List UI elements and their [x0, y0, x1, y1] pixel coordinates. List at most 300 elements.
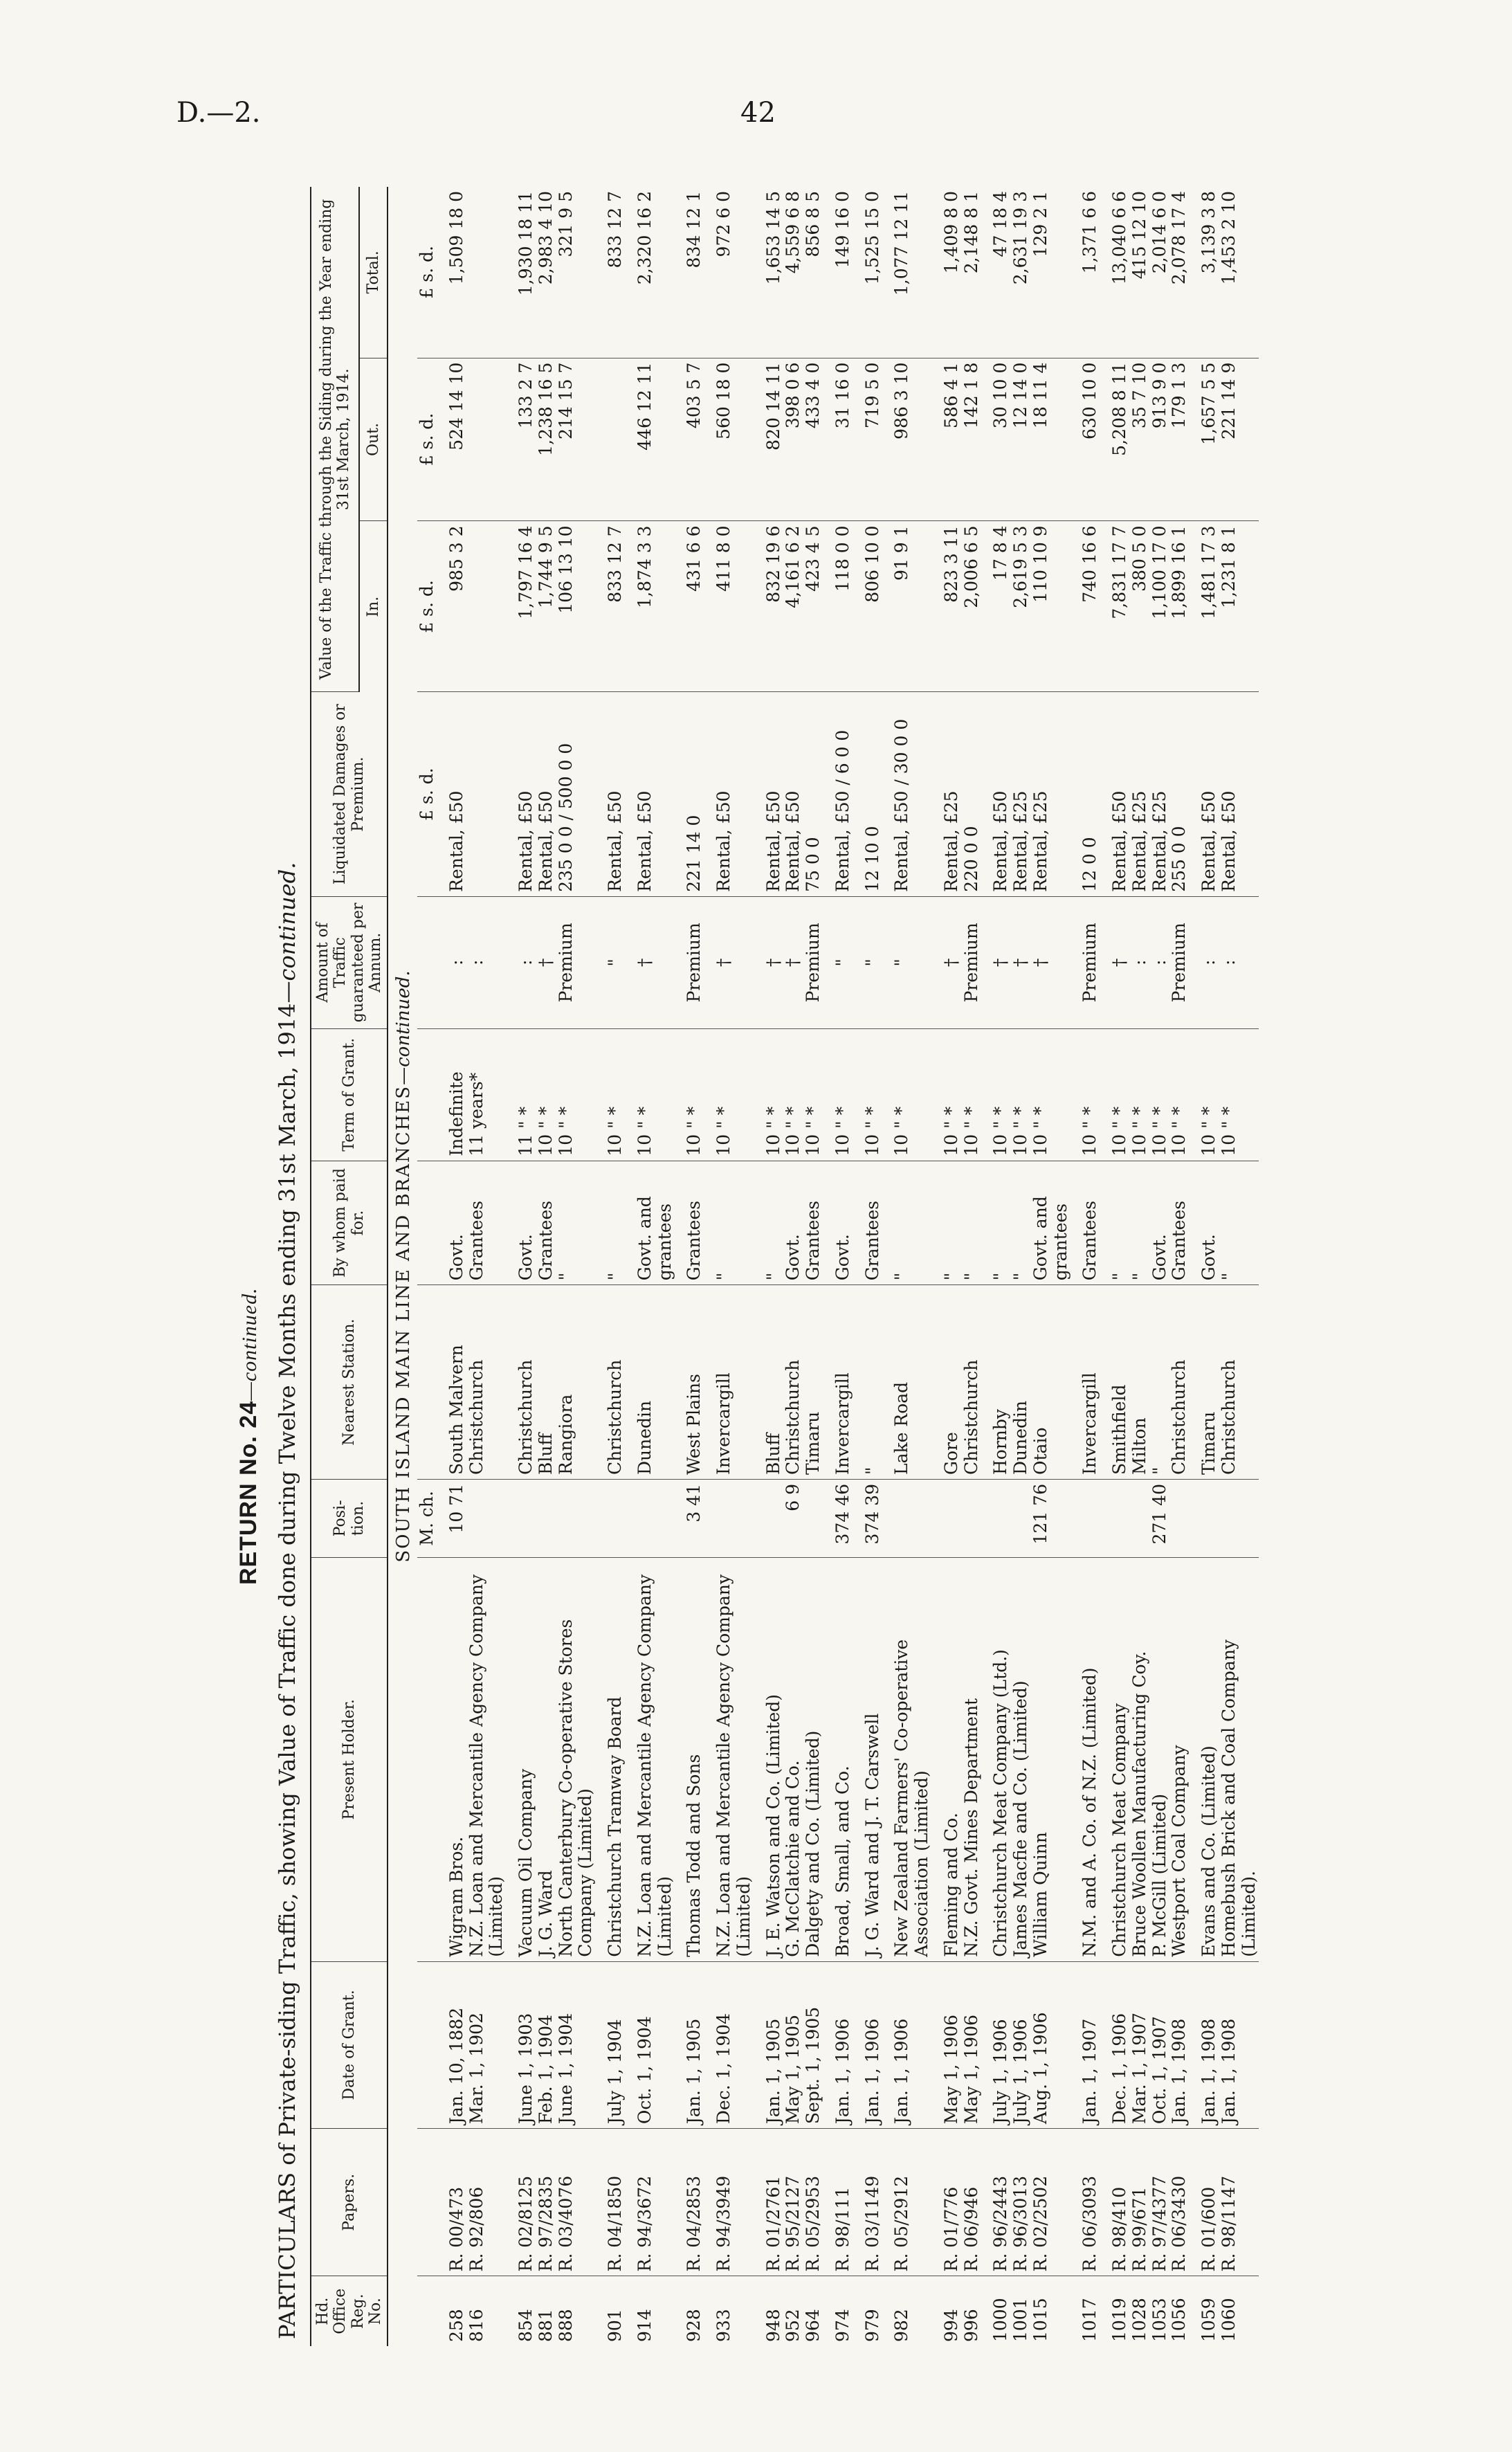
- cell-date: Jan. 10, 1882: [437, 1961, 467, 2128]
- cell-station: Christchurch: [962, 1285, 982, 1480]
- cell-holder: James Macfie and Co. (Limited): [1011, 1557, 1031, 1961]
- cell-value-out: [596, 358, 626, 521]
- cell-value-total: 2,014 6 0: [1150, 187, 1170, 358]
- cell-reg-no: 854: [516, 2309, 536, 2342]
- cell-value-total: 1,653 14 5: [754, 187, 784, 358]
- cell-position: [1130, 1480, 1150, 1558]
- cell-paid-by: ": [1100, 1161, 1130, 1285]
- cell-term: 10 " *: [596, 1028, 626, 1161]
- table-subtitle-continued: —continued.: [274, 862, 300, 1003]
- cell-damages: Rental, £50: [626, 692, 675, 896]
- cell-papers: R. 03/1149: [853, 2129, 883, 2276]
- cell-damages: 221 14 0: [675, 692, 704, 896]
- cell-value-in: 7,831 17 7: [1100, 521, 1130, 692]
- cell-value-total: 149 16 0: [823, 187, 853, 358]
- cell-value-out: 31 16 0: [823, 358, 853, 521]
- cell-damages: Rental, £50: [981, 692, 1011, 896]
- table-row: [556, 187, 596, 2346]
- col-total: Total.: [359, 187, 388, 358]
- cell-damages: Rental, £25: [932, 692, 962, 896]
- cell-position: [467, 1480, 507, 1558]
- cell-value-out: 133 2 7: [507, 358, 536, 521]
- cell-date: July 1, 1906: [981, 1961, 1011, 2128]
- cell-term: 10 " *: [626, 1028, 675, 1161]
- cell-guaranteed: †: [783, 896, 803, 1028]
- cell-guaranteed: Premium: [675, 896, 704, 1028]
- cell-reg-no: 258: [446, 2309, 466, 2342]
- cell-value-in: 833 12 7: [596, 521, 626, 692]
- cell-paid-by: Govt.: [1190, 1161, 1219, 1285]
- cell-value-total: 415 12 10: [1130, 187, 1150, 358]
- table-row: [1071, 187, 1100, 2346]
- table-row: [1130, 187, 1150, 2346]
- cell-position: [596, 1480, 626, 1558]
- cell-holder: Vacuum Oil Company: [507, 1557, 536, 1961]
- cell-term: 10 " *: [556, 1028, 596, 1161]
- cell-station: Christchurch: [1219, 1285, 1259, 1480]
- cell-value-in: 823 3 11: [932, 521, 962, 692]
- cell-value-out: 913 9 0: [1150, 358, 1170, 521]
- cell-station: Smithfield: [1100, 1285, 1130, 1480]
- cell-reg-no: 888: [555, 2309, 576, 2342]
- cell-value-total: 2,078 17 4: [1169, 187, 1190, 358]
- return-title: [235, 1287, 262, 1585]
- cell-holder: Homebush Brick and Coal Company (Limited).: [1219, 1557, 1259, 1961]
- cell-value-total: 1,525 15 0: [853, 187, 883, 358]
- table-row: [754, 187, 784, 2346]
- cell-damages: Rental, £50 / 6 0 0: [823, 692, 853, 896]
- cell-damages: Rental, £50: [437, 692, 467, 896]
- cell-term: 10 " *: [704, 1028, 754, 1161]
- cell-value-total: 2,983 4 10: [536, 187, 556, 358]
- cell-term: 11 " *: [507, 1028, 536, 1161]
- cell-guaranteed: †: [1100, 896, 1130, 1028]
- cell-date: Aug. 1, 1906: [1031, 1961, 1071, 2128]
- table-subtitle: [274, 862, 300, 2339]
- cell-value-in: [467, 521, 507, 692]
- table-row: [853, 187, 883, 2346]
- cell-station: ": [853, 1285, 883, 1480]
- cell-station: Christchurch: [783, 1285, 803, 1480]
- cell-damages: Rental, £50: [536, 692, 556, 896]
- cell-papers: R. 06/946: [962, 2129, 982, 2276]
- cell-paid-by: Grantees: [536, 1161, 556, 1285]
- cell-position: [507, 1480, 536, 1558]
- cell-date: May 1, 1906: [932, 1961, 962, 2128]
- cell-value-out: 630 10 0: [1071, 358, 1100, 521]
- cell-term: 10 " *: [962, 1028, 982, 1161]
- cell-term: 10 " *: [1031, 1028, 1071, 1161]
- cell-holder: Westport Coal Company: [1169, 1557, 1190, 1961]
- cell-term: 10 " *: [1219, 1028, 1259, 1161]
- cell-paid-by: Grantees: [803, 1161, 823, 1285]
- cell-station: Invercargill: [1071, 1285, 1100, 1480]
- cell-position: [1071, 1480, 1100, 1558]
- cell-position: [932, 1480, 962, 1558]
- cell-papers: R. 05/2912: [882, 2129, 932, 2276]
- cell-damages: Rental, £25: [1011, 692, 1031, 896]
- cell-term: 10 " *: [783, 1028, 803, 1161]
- cell-date: Oct. 1, 1904: [626, 1961, 675, 2128]
- cell-value-out: 433 4 0: [803, 358, 823, 521]
- cell-reg-no: 996: [960, 2309, 981, 2342]
- cell-term: 10 " *: [1011, 1028, 1031, 1161]
- cell-value-in: 1,231 8 1: [1219, 521, 1259, 692]
- cell-damages: Rental, £50: [704, 692, 754, 896]
- col-papers: Papers.: [311, 2129, 388, 2276]
- cell-term: 10 " *: [1150, 1028, 1170, 1161]
- cell-paid-by: Govt.: [823, 1161, 853, 1285]
- cell-damages: 235 0 0 / 500 0 0: [556, 692, 596, 896]
- cell-position: 3 41: [675, 1480, 704, 1558]
- table-row: [1031, 187, 1071, 2346]
- cell-value-total: 1,077 12 11: [882, 187, 932, 358]
- cell-guaranteed: Premium: [1169, 896, 1190, 1028]
- cell-paid-by: Grantees: [853, 1161, 883, 1285]
- cell-station: Timaru: [1190, 1285, 1219, 1480]
- cell-term: 10 " *: [803, 1028, 823, 1161]
- cell-term: 10 " *: [932, 1028, 962, 1161]
- cell-guaranteed: †: [754, 896, 784, 1028]
- cell-damages: Rental, £50: [1219, 692, 1259, 896]
- cell-date: Mar. 1, 1902: [467, 1961, 507, 2128]
- total-units: £ s. d.: [417, 187, 437, 358]
- cell-reg-no: 1001: [1010, 2298, 1031, 2342]
- cell-damages: Rental, £25: [1130, 692, 1150, 896]
- cell-papers: R. 01/2761: [754, 2129, 784, 2276]
- col-reg-no: Hd. Office Reg. No.: [311, 2276, 388, 2346]
- cell-date: Feb. 1, 1904: [536, 1961, 556, 2128]
- cell-station: Christchurch: [467, 1285, 507, 1480]
- cell-value-total: 321 9 5: [556, 187, 596, 358]
- cell-reg-no: 948: [763, 2309, 783, 2342]
- cell-date: Jan. 1, 1908: [1219, 1961, 1259, 2128]
- cell-holder: J. E. Watson and Co. (Limited): [754, 1557, 784, 1961]
- cell-paid-by: ": [932, 1161, 962, 1285]
- cell-reg-no: 974: [832, 2309, 853, 2342]
- cell-term: 10 " *: [1071, 1028, 1100, 1161]
- cell-position: [754, 1480, 784, 1558]
- cell-papers: R. 04/1850: [596, 2129, 626, 2276]
- cell-position: [962, 1480, 982, 1558]
- table-row: [1100, 187, 1130, 2346]
- table-row: [932, 187, 962, 2346]
- cell-term: 10 " *: [1130, 1028, 1150, 1161]
- cell-term: 10 " *: [675, 1028, 704, 1161]
- cell-papers: R. 06/3093: [1071, 2129, 1100, 2276]
- cell-paid-by: ": [704, 1161, 754, 1285]
- cell-term: 10 " *: [823, 1028, 853, 1161]
- cell-holder: Fleming and Co.: [932, 1557, 962, 1961]
- col-in: In.: [359, 521, 388, 692]
- table-subtitle-lead: PARTICULARS of Private-siding Traffic, showing Value of Traffic done during Twelve Months ending 31st March, 1914: [274, 1003, 300, 2339]
- cell-value-total: 1,371 6 6: [1071, 187, 1100, 358]
- cell-date: Jan. 1, 1905: [675, 1961, 704, 2128]
- table-row: [437, 187, 467, 2346]
- cell-value-out: 719 5 0: [853, 358, 883, 521]
- cell-guaranteed: Premium: [803, 896, 823, 1028]
- cell-value-out: 30 10 0: [981, 358, 1011, 521]
- cell-date: Jan. 1, 1906: [823, 1961, 853, 2128]
- cell-damages: Rental, £50: [596, 692, 626, 896]
- cell-station: Milton: [1130, 1285, 1150, 1480]
- cell-value-out: 403 5 7: [675, 358, 704, 521]
- cell-value-total: 4,559 6 8: [783, 187, 803, 358]
- cell-paid-by: Govt. and grantees: [626, 1161, 675, 1285]
- cell-value-in: 423 4 5: [803, 521, 823, 692]
- cell-value-in: 1,797 16 4: [507, 521, 536, 692]
- cell-value-out: 221 14 9: [1219, 358, 1259, 521]
- cell-station: Hornby: [981, 1285, 1011, 1480]
- cell-guaranteed: :: [467, 896, 507, 1028]
- table-row: [1169, 187, 1190, 2346]
- cell-papers: R. 99/671: [1130, 2129, 1150, 2276]
- cell-term: 10 " *: [1169, 1028, 1190, 1161]
- page-number: 42: [740, 97, 776, 129]
- cell-damages: Rental, £50: [507, 692, 536, 896]
- cell-position: 121 76: [1031, 1480, 1071, 1558]
- cell-value-in: 4,161 6 2: [783, 521, 803, 692]
- cell-station: West Plains: [675, 1285, 704, 1480]
- cell-guaranteed: †: [981, 896, 1011, 1028]
- cell-position: 374 39: [853, 1480, 883, 1558]
- cell-value-in: 411 8 0: [704, 521, 754, 692]
- cell-holder: N.Z. Loan and Mercantile Agency Company (Limited): [467, 1557, 507, 1961]
- cell-reg-no: 1060: [1218, 2298, 1239, 2342]
- table-row: [704, 187, 754, 2346]
- cell-term: 11 years*: [467, 1028, 507, 1161]
- cell-value-out: 1,657 5 5: [1190, 358, 1219, 521]
- cell-value-out: 560 18 0: [704, 358, 754, 521]
- cell-paid-by: ": [596, 1161, 626, 1285]
- cell-guaranteed: †: [1011, 896, 1031, 1028]
- cell-value-in: 1,874 3 3: [626, 521, 675, 692]
- cell-paid-by: ": [882, 1161, 932, 1285]
- cell-damages: Rental, £50: [1100, 692, 1130, 896]
- cell-value-total: 13,040 6 6: [1100, 187, 1130, 358]
- cell-paid-by: Govt. and grantees: [1031, 1161, 1071, 1285]
- cell-paid-by: ": [1130, 1161, 1150, 1285]
- cell-station: Otaio: [1031, 1285, 1071, 1480]
- cell-value-in: 91 9 1: [882, 521, 932, 692]
- cell-papers: R. 96/3013: [1011, 2129, 1031, 2276]
- cell-papers: R. 97/2835: [536, 2129, 556, 2276]
- cell-holder: Dalgety and Co. (Limited): [803, 1557, 823, 1961]
- cell-paid-by: Govt.: [437, 1161, 467, 1285]
- rotated-table-region: [228, 173, 1432, 2346]
- cell-date: May 1, 1905: [783, 1961, 803, 2128]
- cell-paid-by: Grantees: [1071, 1161, 1100, 1285]
- col-value-group: Value of the Traffic through the Siding during the Year ending 31st March, 1914.: [311, 187, 359, 692]
- table-row: [1150, 187, 1170, 2346]
- cell-reg-no: 914: [634, 2309, 655, 2342]
- cell-value-out: 820 14 11: [754, 358, 784, 521]
- cell-position: [803, 1480, 823, 1558]
- cell-papers: R. 05/2953: [803, 2129, 823, 2276]
- cell-damages: 12 10 0: [853, 692, 883, 896]
- cell-holder: J. G. Ward and J. T. Carswell: [853, 1557, 883, 1961]
- in-units: £ s. d.: [417, 521, 437, 692]
- cell-value-out: 18 11 4: [1031, 358, 1071, 521]
- section-label-cell: [388, 187, 417, 2346]
- cell-guaranteed: :: [1190, 896, 1219, 1028]
- table-row: [626, 187, 675, 2346]
- cell-paid-by: ": [556, 1161, 596, 1285]
- table-body: [388, 187, 1259, 2346]
- cell-value-total: 1,930 18 11: [507, 187, 536, 358]
- col-out: Out.: [359, 358, 388, 521]
- cell-position: [1011, 1480, 1031, 1558]
- cell-holder: Christchurch Meat Company: [1100, 1557, 1130, 1961]
- cell-date: Mar. 1, 1907: [1130, 1961, 1150, 2128]
- cell-value-total: 834 12 1: [675, 187, 704, 358]
- siding-traffic-table: [310, 187, 1259, 2346]
- cell-value-in: 985 3 2: [437, 521, 467, 692]
- cell-reg-no: 964: [803, 2309, 823, 2342]
- cell-value-out: 179 1 3: [1169, 358, 1190, 521]
- cell-guaranteed: ": [823, 896, 853, 1028]
- cell-value-total: 972 6 0: [704, 187, 754, 358]
- cell-holder: Christchurch Meat Company (Ltd.): [981, 1557, 1011, 1961]
- cell-value-out: 586 4 1: [932, 358, 962, 521]
- cell-guaranteed: ": [882, 896, 932, 1028]
- cell-guaranteed: :: [437, 896, 467, 1028]
- cell-guaranteed: ": [596, 896, 626, 1028]
- cell-papers: R. 96/2443: [981, 2129, 1011, 2276]
- cell-station: Christchurch: [1169, 1285, 1190, 1480]
- cell-holder: N.Z. Loan and Mercantile Agency Company (Limited): [704, 1557, 754, 1961]
- cell-value-total: [467, 187, 507, 358]
- cell-reg-no: 933: [713, 2309, 734, 2342]
- cell-position: 6 9: [783, 1480, 803, 1558]
- cell-papers: R. 00/473: [437, 2129, 467, 2276]
- cell-guaranteed: :: [1150, 896, 1170, 1028]
- cell-value-total: 1,409 8 0: [932, 187, 962, 358]
- out-units: £ s. d.: [417, 358, 437, 521]
- cell-holder: Broad, Small, and Co.: [823, 1557, 853, 1961]
- cell-papers: R. 97/4377: [1150, 2129, 1170, 2276]
- cell-value-total: 129 2 1: [1031, 187, 1071, 358]
- cell-value-in: 1,899 16 1: [1169, 521, 1190, 692]
- section-row: [388, 187, 417, 2346]
- cell-date: Dec. 1, 1906: [1100, 1961, 1130, 2128]
- cell-position: [1100, 1480, 1130, 1558]
- cell-paid-by: Govt.: [507, 1161, 536, 1285]
- cell-papers: R. 02/8125: [507, 2129, 536, 2276]
- cell-position: 374 46: [823, 1480, 853, 1558]
- cell-papers: R. 01/600: [1190, 2129, 1219, 2276]
- cell-value-out: [467, 358, 507, 521]
- cell-position: [1219, 1480, 1259, 1558]
- cell-holder: N.M. and A. Co. of N.Z. (Limited): [1071, 1557, 1100, 1961]
- cell-date: Dec. 1, 1904: [704, 1961, 754, 2128]
- cell-date: July 1, 1906: [1011, 1961, 1031, 2128]
- cell-value-in: 17 8 4: [981, 521, 1011, 692]
- cell-damages: 255 0 0: [1169, 692, 1190, 896]
- cell-damages: 12 0 0: [1071, 692, 1100, 896]
- cell-holder: Christchurch Tramway Board: [596, 1557, 626, 1961]
- cell-value-in: 106 13 10: [556, 521, 596, 692]
- cell-holder: P. McGill (Limited): [1150, 1557, 1170, 1961]
- col-position: Posi- tion.: [311, 1480, 388, 1558]
- cell-value-in: 806 10 0: [853, 521, 883, 692]
- cell-holder: N.Z. Govt. Mines Department: [962, 1557, 982, 1961]
- cell-paid-by: Govt.: [783, 1161, 803, 1285]
- cell-guaranteed: †: [626, 896, 675, 1028]
- cell-station: Timaru: [803, 1285, 823, 1480]
- cell-guaranteed: :: [1219, 896, 1259, 1028]
- cell-term: 10 " *: [1190, 1028, 1219, 1161]
- cell-guaranteed: ": [853, 896, 883, 1028]
- cell-guaranteed: Premium: [962, 896, 982, 1028]
- table-row: [981, 187, 1011, 2346]
- cell-value-in: 1,100 17 0: [1150, 521, 1170, 692]
- cell-value-in: 1,481 17 3: [1190, 521, 1219, 692]
- cell-value-in: 1,744 9 5: [536, 521, 556, 692]
- cell-value-out: 1,238 16 5: [536, 358, 556, 521]
- cell-value-total: 856 8 5: [803, 187, 823, 358]
- cell-station: ": [1150, 1285, 1170, 1480]
- cell-position: [882, 1480, 932, 1558]
- table-row: [467, 187, 507, 2346]
- cell-guaranteed: †: [932, 896, 962, 1028]
- cell-term: 10 " *: [882, 1028, 932, 1161]
- cell-reg-no: 901: [605, 2309, 626, 2342]
- table-row: [962, 187, 982, 2346]
- col-holder: Present Holder.: [311, 1557, 388, 1961]
- cell-paid-by: Govt.: [1150, 1161, 1170, 1285]
- cell-position: 271 40: [1150, 1480, 1170, 1558]
- cell-station: Christchurch: [596, 1285, 626, 1480]
- cell-damages: [467, 692, 507, 896]
- cell-reg-no: 1056: [1169, 2298, 1190, 2342]
- table-row: [507, 187, 536, 2346]
- cell-term: 10 " *: [853, 1028, 883, 1161]
- cell-term: Indefinite: [437, 1028, 467, 1161]
- cell-value-total: 833 12 7: [596, 187, 626, 358]
- cell-reg-no: 816: [466, 2309, 486, 2342]
- cell-guaranteed: :: [507, 896, 536, 1028]
- cell-paid-by: ": [754, 1161, 784, 1285]
- cell-date: Jan. 1, 1908: [1169, 1961, 1190, 2128]
- cell-paid-by: Grantees: [1169, 1161, 1190, 1285]
- section-label: SOUTH ISLAND MAIN LINE AND BRANCHES: [393, 1084, 415, 1563]
- cell-paid-by: Grantees: [467, 1161, 507, 1285]
- cell-papers: R. 94/3949: [704, 2129, 754, 2276]
- col-paid-by: By whom paid for.: [311, 1161, 388, 1285]
- cell-damages: Rental, £50: [783, 692, 803, 896]
- return-title-main: RETURN No. 24: [235, 1400, 262, 1585]
- cell-date: June 1, 1904: [556, 1961, 596, 2128]
- cell-papers: R. 94/3672: [626, 2129, 675, 2276]
- cell-reg-no: 982: [891, 2309, 912, 2342]
- cell-value-out: 214 15 7: [556, 358, 596, 521]
- table-row: [675, 187, 704, 2346]
- cell-station: Bluff: [754, 1285, 784, 1480]
- units-row: [417, 187, 437, 2346]
- cell-holder: Wigram Bros.: [437, 1557, 467, 1961]
- cell-position: [1190, 1480, 1219, 1558]
- cell-position: [556, 1480, 596, 1558]
- cell-value-out: 5,208 8 11: [1100, 358, 1130, 521]
- cell-date: Jan. 1, 1906: [853, 1961, 883, 2128]
- col-station: Nearest Station.: [311, 1285, 388, 1480]
- cell-reg-no: 1053: [1149, 2298, 1169, 2342]
- cell-date: June 1, 1903: [507, 1961, 536, 2128]
- cell-term: 10 " *: [754, 1028, 784, 1161]
- cell-term: 10 " *: [981, 1028, 1011, 1161]
- cell-value-total: 2,148 8 1: [962, 187, 982, 358]
